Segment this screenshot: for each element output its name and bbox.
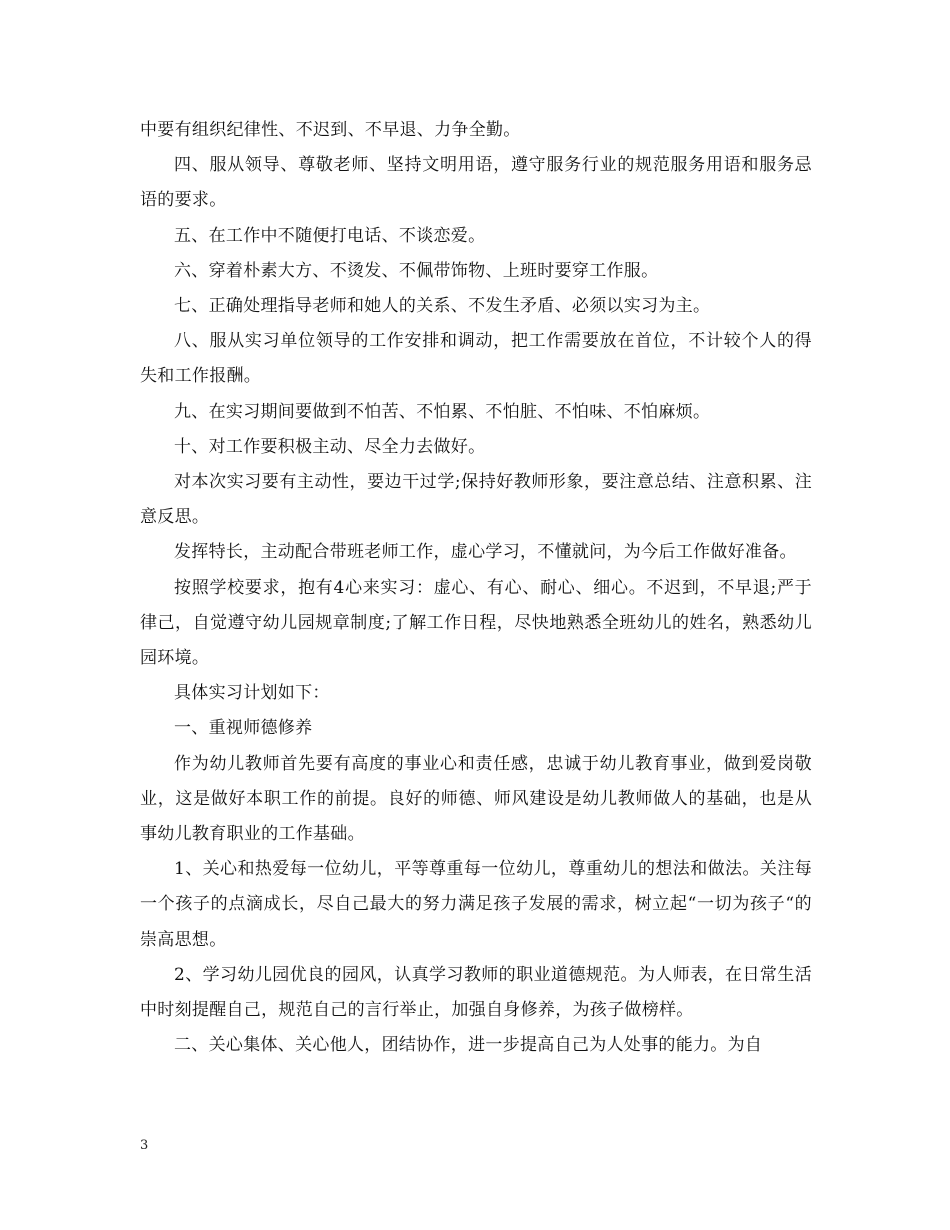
paragraph-3: 五、在工作中不随便打电话、不谈恋爱。 xyxy=(174,225,486,246)
paragraph-9: 对本次实习要有主动性，要边干过学;保持好教师形象，要注意总结、注意积累、注意反思。 xyxy=(140,472,812,528)
paragraph-10: 发挥特长，主动配合带班老师工作，虚心学习，不懂就问，为今后工作做好准备。 xyxy=(174,542,797,563)
paragraph-4: 六、穿着朴素大方、不烫发、不佩带饰物、上班时要穿工作服。 xyxy=(174,260,659,281)
paragraph-11: 按照学校要求，抱有4心来实习：虚心、有心、耐心、细心。不迟到，不早退;严于律己，自觉遵守幼儿园规章制度;了解工作日程，尽快地熟悉全班幼儿的姓名，熟悉幼儿园环境。 xyxy=(140,577,812,669)
paragraph-1: 中要有组织纪律性、不迟到、不早退、力争全勤。 xyxy=(140,120,521,140)
paragraph-16: 2、学习幼儿园优良的园风，认真学习教师的职业道德规范。为人师表，在日常生活中时刻提醒自己，规范自己的言行举止，加强自身修养，为孩子做榜样。 xyxy=(140,964,812,1021)
document-body xyxy=(140,113,812,1063)
paragraph-5: 七、正确处理指导老师和她人的关系、不发生矛盾、必须以实习为主。 xyxy=(174,296,711,317)
paragraph-8: 十、对工作要积极主动、尽全力去做好。 xyxy=(174,436,486,457)
paragraph-15: 1、关心和热爱每一位幼儿，平等尊重每一位幼儿，尊重幼儿的想法和做法。关注每一个孩子的点滴成长，尽自己最大的努力满足孩子发展的需求，树立起“一切为孩子“的崇高思想。 xyxy=(140,859,812,950)
section-heading-1: 一、重视师德修养 xyxy=(174,718,313,739)
paragraph-6: 八、服从实习单位领导的工作安排和调动，把工作需要放在首位，不计较个人的得失和工作报酬。 xyxy=(140,331,812,387)
paragraph-14: 作为幼儿教师首先要有高度的事业心和责任感，忠诚于幼儿教育事业，做到爱岗敬业，这是做好本职工作的前提。良好的师德、师风建设是幼儿教师做人的基础，也是从事幼儿教育职业的工作基础。 xyxy=(140,753,812,845)
paragraph-12: 具体实习计划如下： xyxy=(174,683,330,704)
page-number: 3 xyxy=(140,1138,149,1153)
paragraph-2: 四、服从领导、尊敬老师、坚持文明用语，遵守服务行业的规范服务用语和服务忌语的要求。 xyxy=(140,155,812,211)
paragraph-17: 二、关心集体、关心他人，团结协作，进一步提高自己为人处事的能力。为自 xyxy=(174,1035,763,1056)
paragraph-7: 九、在实习期间要做到不怕苦、不怕累、不怕脏、不怕味、不怕麻烦。 xyxy=(174,401,711,422)
